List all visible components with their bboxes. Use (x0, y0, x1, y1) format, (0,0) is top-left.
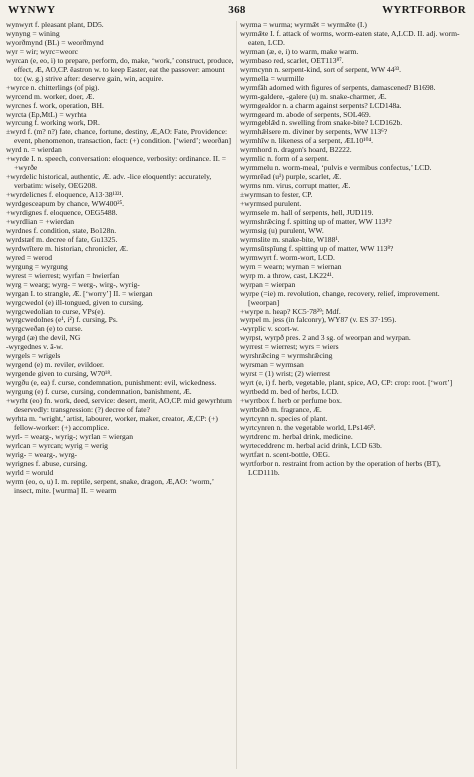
dictionary-entry: wyrtcynren n. the vegetable world, LPs146⁸. (240, 422, 376, 432)
dictionary-entry: wynwyrt f. pleasant plant, DD5. (6, 20, 104, 29)
dictionary-entry: +wyrht (eo) fn. work, deed, service: desert, merit, AO,CP. mid gewyrhtum deservedly: transgression: (?) decree of fate? (6, 396, 232, 414)
dictionary-entry: wyrgels = wrigels (6, 351, 61, 361)
dictionary-entry: wyrtbedd m. bed of herbs, LCD. (240, 387, 339, 397)
dictionary-entry: +wyrdelic historical, authentic, Æ. adv. -lice eloquently: accurately, verbatim: wisely, OEG208. (6, 172, 212, 191)
dictionary-entry: -wyrgednes v. ā-w. (6, 342, 64, 352)
dictionary-entry: wyrcnes f. work, operation, BH. (6, 100, 104, 110)
dictionary-entry: wyrmhord n. dragon's hoard, B2222. (240, 145, 352, 155)
dictionary-entry: wyrtfæt n. scent-bottle, OEG. (240, 449, 330, 459)
dictionary-entry: +wyrdelicnes f. eloquence, A13·38¹³²¹. (6, 190, 124, 200)
dictionary-entry: +wyrdlian = +wierdan (6, 216, 75, 226)
dictionary-entry: wyrdstæf m. decree of fate, Gu1325. (6, 234, 118, 244)
header-left-guideword: WYNWY (8, 4, 56, 16)
dictionary-entry: wyrig- = wearg-, wyrg- (6, 449, 78, 459)
dictionary-entry: wyrmshrǣcing f. spitting up of matter, WW 113⁸? (240, 216, 392, 226)
dictionary-entry: wyrlcan = wyrcan; wyrig = werig (6, 440, 108, 450)
dictionary-entry: wyrtdrenc m. herbal drink, medicine. (240, 431, 353, 441)
page-header (8, 4, 466, 18)
dictionary-entry: wyrg = wearg; wyrg- = werg-, wirg-, wyrig- (6, 279, 140, 289)
dictionary-entry: wyrld = woruld (6, 467, 54, 477)
dictionary-entry: ±wyrd f. (m? n?) fate, chance, fortune, destiny, Æ,AO: Fate, Providence: event, phenomenon, transaction, fact: (+) condition. [‘wierd’; weorðan] (6, 127, 232, 146)
dictionary-entry: wyrms nm. virus, corrupt matter, Æ. (240, 181, 351, 191)
dictionary-entry: wyrmwyrt f. worm-wort, LCD. (240, 252, 335, 262)
dictionary-entry: wyrsman = wyrmsan (240, 360, 304, 370)
dictionary-entry: wyrmgealdor n. a charm against serpents? LCD148a. (240, 100, 402, 110)
dictionary-entry: wyrm (eo, o, u) I. m. reptile, serpent, snake, dragon, Æ,AO: ‘worm,’ insect, mite. [wurma] II. = wearm (6, 476, 214, 495)
dictionary-entry: wyrmfāh adorned with figures of serpents, damascened? B1698. (240, 82, 436, 92)
dictionary-entry: wyrcung f. working work, DR. (6, 118, 100, 128)
dictionary-entry: ±wyrmsan to fester, CP. (240, 190, 313, 200)
dictionary-entry: wyrtcynn n. species of plant. (240, 413, 328, 423)
dictionary-entry: wyrpel m. jess (in falconry), WY87 (v. ES 37·195). (240, 315, 397, 325)
dictionary-entry: wyrl- = wearg-, wyrig-; wyrlan = wiergan (6, 431, 134, 441)
dictionary-entry: wyrma = wurma; wyrmǣt = wyrmǣte (I.) (240, 20, 367, 29)
dictionary-entry: wyrmella = wurmille (240, 73, 305, 83)
dictionary-entry: wyrmcynn n. serpent-kind, sort of serpent, WW 44³³. (240, 64, 401, 74)
dictionary-entry: wyrmhīw n. likeness of a serpent, ÆL10¹⁰⁴. (240, 136, 374, 146)
dictionary-entry: -wyrplic v. scort-w. (240, 324, 299, 334)
dictionary-entry: wyrgcwedol (e) ill-tongued, given to cursing. (6, 297, 144, 307)
left-column (6, 21, 234, 496)
dictionary-entry: wyrst = (1) wrist; (2) wierrest (240, 369, 331, 379)
dictionary-entry: wyrmbaso red, scarlet, OET113⁸⁷. (240, 55, 344, 65)
dictionary-entry: wyrmhǣlsere m. diviner by serpents, WW 113⁶? (240, 127, 388, 137)
dictionary-entry: wyrmsūtspīung f. spitting up of matter, WW 113⁸? (240, 243, 394, 253)
dictionary-entry: wyrman (æ, e, i) to warm, make warm. (240, 46, 359, 56)
dictionary-entry: wyrdgesceapum by chance, WW400²⁵. (6, 199, 125, 209)
dictionary-entry: wyrdwrītere m. historian, chronicler, Æ. (6, 243, 129, 253)
dictionary-entry: wyrignes f. abuse, cursing. (6, 458, 88, 468)
dictionary-entry: wyrpst, wyrpð pres. 2 and 3 sg. of weorpan and wyrpan. (240, 333, 411, 343)
column-divider (236, 21, 237, 769)
dictionary-entry: wyrgung = wyrgung (6, 261, 68, 271)
dictionary-entry: +wyrmsed purulent. (240, 199, 302, 209)
dictionary-entry: wyrmgeard m. abode of serpents, SOL469. (240, 109, 371, 119)
dictionary-entry: wyrgan I. to strangle, Æ. [‘worry’] II. = wiergan (6, 288, 153, 298)
dictionary-entry: wyrmsig (u) purulent, WW. (240, 225, 324, 235)
dictionary-entry: wyrgend (e) m. reviler, evildoer. (6, 360, 105, 370)
dictionary-entry: wyrtforbor n. restraint from action by the operation of herbs (BT), LCD111b. (240, 458, 441, 477)
dictionary-entry: wyrgcweðan (e) to curse. (6, 324, 83, 334)
dictionary-entry: wyrrest = wierrest; wyrs = wiers (240, 342, 339, 352)
dictionary-entry: wyrshrǣcing = wyrmshrǣcing (240, 351, 333, 361)
right-column (240, 21, 468, 478)
dictionary-entry: wyrmrēad (u¹) purple, scarlet, Æ. (240, 172, 342, 182)
dictionary-entry: wyr = wir; wyrc=weorc (6, 46, 79, 56)
dictionary-entry: wyrmmelu n. worm-meal, ‘pulvis e vermibus confectus,’ LCD. (240, 163, 432, 173)
dictionary-entry: wyrcend m. worker, doer, Æ. (6, 91, 95, 101)
dictionary-entry: wyrpe (=ie) m. revolution, change, recovery, relief, improvement. [weorpan] (240, 288, 440, 307)
dictionary-entry: wyrgd (æ) the devil, NG (6, 333, 81, 343)
dictionary-entry: wyrd n. = wierdan (6, 145, 62, 155)
page-number: 368 (228, 4, 246, 16)
header-right-guideword: WYRTFORBOR (382, 4, 466, 16)
dictionary-entry: wyrgcwedolnes (e¹, i²) f. cursing, Ps. (6, 315, 118, 325)
dictionary-entry: wyrmlic n. form of a serpent. (240, 154, 329, 164)
dictionary-entry: wyrmgeblǣd n. swelling from snake-bite? LCD162b. (240, 118, 403, 128)
dictionary-entry: wynyng = wining (6, 28, 60, 38)
dictionary-entry: +wyrtbox f. herb or perfume box. (240, 396, 342, 406)
dictionary-entry: wyrn = wearn; wyrnan = wiernan (240, 261, 342, 271)
dictionary-entry: wyrgcwedolian to curse, VPs(e). (6, 306, 106, 316)
dictionary-entry: wyrgðu (e, ea) f. curse, condemnation, punishment: evil, wickedness. (6, 378, 217, 388)
dictionary-entry: wyrgung (e) f. curse, cursing, condemnation, banishment, Æ. (6, 387, 192, 397)
dictionary-entry: wyrhta m. ‘wright,’ artist, labourer, worker, maker, creator, Æ,CP: (+) fellow-worker: (+) accomplice. (6, 413, 218, 432)
dictionary-entry: wyrmǣte I. f. attack of worms, worm-eaten state, A,LCD. II. adj. worm-eaten, LCD. (240, 28, 460, 47)
dictionary-entry: wyrpan = wierpan (240, 279, 296, 289)
dictionary-entry: +wyrdignes f. eloquence, OEG5488. (6, 208, 118, 218)
dictionary-entry: wyrteceddrenc m. herbal acid drink, LCD 63b. (240, 440, 382, 450)
dictionary-entry: wyrcan (e, eo, i) to prepare, perform, do, make, ‘work,’ construct, produce, effect, Æ, AO,CP. ēastron w. to keep Easter, eat the passover: amount to: (w. g.) strive after: deserve gain, win, acquire. (6, 55, 234, 83)
dictionary-entry: wyrmsele m. hall of serpents, hell, JUD119. (240, 208, 374, 218)
dictionary-entry: wyrmslite m. snake-bite, W188¹. (240, 234, 340, 244)
dictionary-entry: wyrtbrǣð m. fragrance, Æ. (240, 404, 322, 414)
dictionary-entry: +wyrpe n. heap? KC5·78²⁹; Mdf. (240, 306, 341, 316)
dictionary-entry: wyrdnes f. condition, state, Bo128n. (6, 225, 117, 235)
dictionary-entry: wyrm-galdere, -galere (u) m. snake-charmer, Æ. (240, 91, 387, 101)
dictionary-entry: +wyrce n. chitterlings (of pig). (6, 82, 100, 92)
dictionary-entry: +wyrde I. n. speech, conversation: eloquence, verbosity: ordinance. II. = +wyrðe (6, 154, 227, 173)
dictionary-entry: wyrt (e, i) f. herb, vegetable, plant, spice, AO, CP: crop: root. [‘wort’] (240, 378, 453, 388)
dictionary-entry: wyrp m. a throw, cast, LK22⁴¹. (240, 270, 334, 280)
dictionary-entry: wyrest = wierrest; wyrfan = hwierfan (6, 270, 120, 280)
dictionary-entry: wyorðmynd (BL) = weorðmynd (6, 37, 104, 47)
dictionary-entry: wyred = werod (6, 252, 53, 262)
dictionary-entry: wyrcta (Ep,MtL) = wyrhta (6, 109, 87, 119)
dictionary-entry: wyrgende given to cursing, W70¹⁸. (6, 369, 112, 379)
